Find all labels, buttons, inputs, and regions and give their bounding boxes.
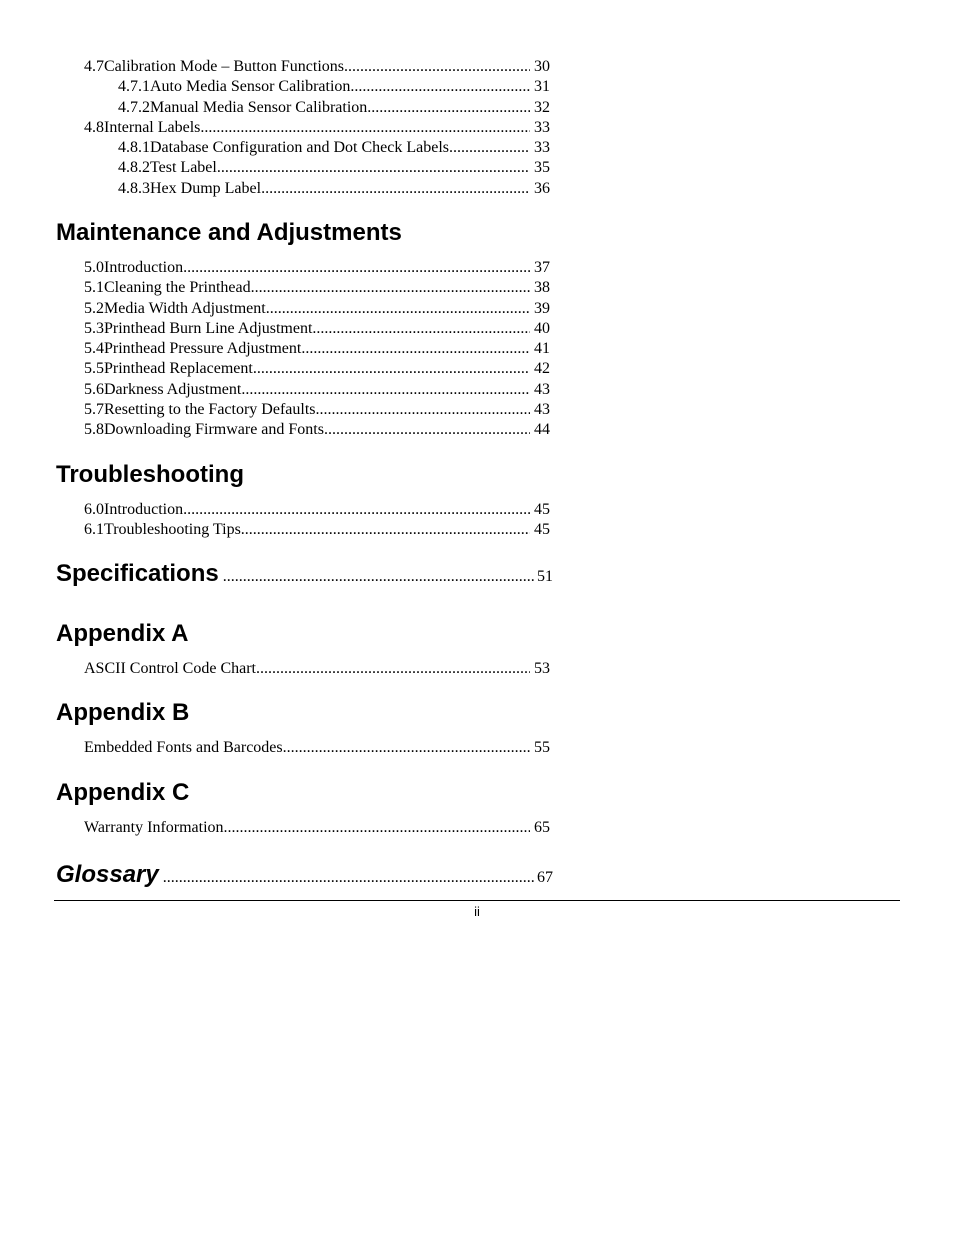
page-number: 43 [534,401,550,418]
toc-entry-glossary[interactable] [56,861,553,889]
section-number: 4.7 [84,58,104,75]
page-number: 31 [534,78,550,95]
entry-title: ASCII Control Code Chart [84,660,256,677]
page-number: 32 [534,99,550,116]
toc-entry[interactable] [84,319,550,339]
page-number: 45 [534,521,550,538]
section-heading-troubleshooting[interactable]: Troubleshooting [56,461,244,488]
section-number: 4.7.2 [118,99,150,116]
toc-entry[interactable] [84,359,550,379]
page-number: 53 [534,660,550,677]
entry-title: Printhead Pressure Adjustment [104,340,302,357]
section-number: 6.1 [84,521,104,538]
page-number: 40 [534,320,550,337]
entry-title: Embedded Fonts and Barcodes [84,739,283,756]
dot-leader [344,57,530,77]
entry-title: Hex Dump Label [150,180,262,197]
page-number: 41 [534,340,550,357]
page-number: 38 [534,279,550,296]
section-number: 4.8.2 [118,159,150,176]
section-number: 5.0 [84,259,104,276]
toc-entry[interactable] [84,57,550,77]
section-number: 4.8.1 [118,139,150,156]
dot-leader [261,179,530,199]
dot-leader [449,138,530,158]
toc-entry-specifications[interactable] [56,560,553,588]
section-number: 5.6 [84,381,104,398]
dot-leader [316,400,530,420]
dot-leader [312,319,530,339]
toc-entry[interactable] [84,339,550,359]
page-number: 36 [534,180,550,197]
entry-title: Darkness Adjustment [104,381,242,398]
page-number: 45 [534,501,550,518]
toc-entry[interactable] [84,258,550,278]
page-number: 65 [534,819,550,836]
dot-leader [256,659,530,679]
dot-leader [241,380,530,400]
page-number: 44 [534,421,550,438]
toc-entry[interactable] [84,400,550,420]
section-heading-appendix-c[interactable]: Appendix C [56,779,190,806]
page-number: 35 [534,159,550,176]
dot-leader [367,98,530,118]
toc-entry[interactable] [118,158,550,178]
section-number: 5.7 [84,401,104,418]
page-number: 37 [534,259,550,276]
entry-title: Database Configuration and Dot Check Labels [150,139,450,156]
dot-leader [241,520,530,540]
footer-rule [54,900,900,901]
page-number: 33 [534,119,550,136]
dot-leader [223,568,535,586]
section-number: 5.2 [84,300,104,317]
section-number: 6.0 [84,501,104,518]
section-heading-glossary: Glossary [56,861,159,888]
dot-leader [224,818,530,838]
page-number: 67 [537,869,553,886]
section-heading-appendix-a[interactable]: Appendix A [56,620,189,647]
page-number: 39 [534,300,550,317]
section-number: 5.5 [84,360,104,377]
toc-entry[interactable] [118,179,550,199]
entry-title: Cleaning the Printhead [104,279,251,296]
entry-title: Internal Labels [104,119,201,136]
page-number: 42 [534,360,550,377]
toc-entry[interactable] [84,520,550,540]
toc-entry[interactable] [84,380,550,400]
entry-title: Manual Media Sensor Calibration [150,99,368,116]
page-number: 33 [534,139,550,156]
section-number: 4.8 [84,119,104,136]
section-heading-specifications: Specifications [56,560,219,587]
entry-title: Downloading Firmware and Fonts [104,421,324,438]
section-number: 5.8 [84,421,104,438]
entry-title: Calibration Mode – Button Functions [104,58,344,75]
dot-leader [266,299,530,319]
page-number: 43 [534,381,550,398]
toc-entry[interactable] [84,500,550,520]
toc-entry[interactable] [84,420,550,440]
entry-title: Introduction [104,501,184,518]
page-number: 55 [534,739,550,756]
entry-title: Media Width Adjustment [104,300,266,317]
toc-entry[interactable] [84,818,550,838]
toc-entry[interactable] [118,138,550,158]
section-number: 4.8.3 [118,180,150,197]
dot-leader [183,258,530,278]
entry-title: Auto Media Sensor Calibration [150,78,351,95]
dot-leader [301,339,530,359]
page-number: 30 [534,58,550,75]
dot-leader [200,118,530,138]
section-heading-maintenance[interactable]: Maintenance and Adjustments [56,219,402,246]
entry-title: Warranty Information [84,819,224,836]
entry-title: Printhead Burn Line Adjustment [104,320,313,337]
page-number: 51 [537,568,553,585]
dot-leader [217,158,530,178]
section-number: 5.1 [84,279,104,296]
toc-entry[interactable] [118,77,550,97]
toc-entry[interactable] [84,118,550,138]
dot-leader [350,77,530,97]
entry-title: Resetting to the Factory Defaults [104,401,316,418]
section-number: 4.7.1 [118,78,150,95]
entry-title: Introduction [104,259,184,276]
dot-leader [163,869,535,887]
footer-page-number: ii [474,904,480,919]
toc-entry[interactable] [84,299,550,319]
dot-leader [251,278,530,298]
dot-leader [324,420,530,440]
dot-leader [253,359,530,379]
dot-leader [283,738,530,758]
toc-entry[interactable] [118,98,550,118]
toc-entry[interactable] [84,738,550,758]
dot-leader [183,500,530,520]
entry-title: Printhead Replacement [104,360,253,377]
entry-title: Test Label [150,159,217,176]
section-number: 5.3 [84,320,104,337]
entry-title: Troubleshooting Tips [104,521,241,538]
section-number: 5.4 [84,340,104,357]
toc-entry[interactable] [84,659,550,679]
section-heading-appendix-b[interactable]: Appendix B [56,699,190,726]
toc-entry[interactable] [84,278,550,298]
